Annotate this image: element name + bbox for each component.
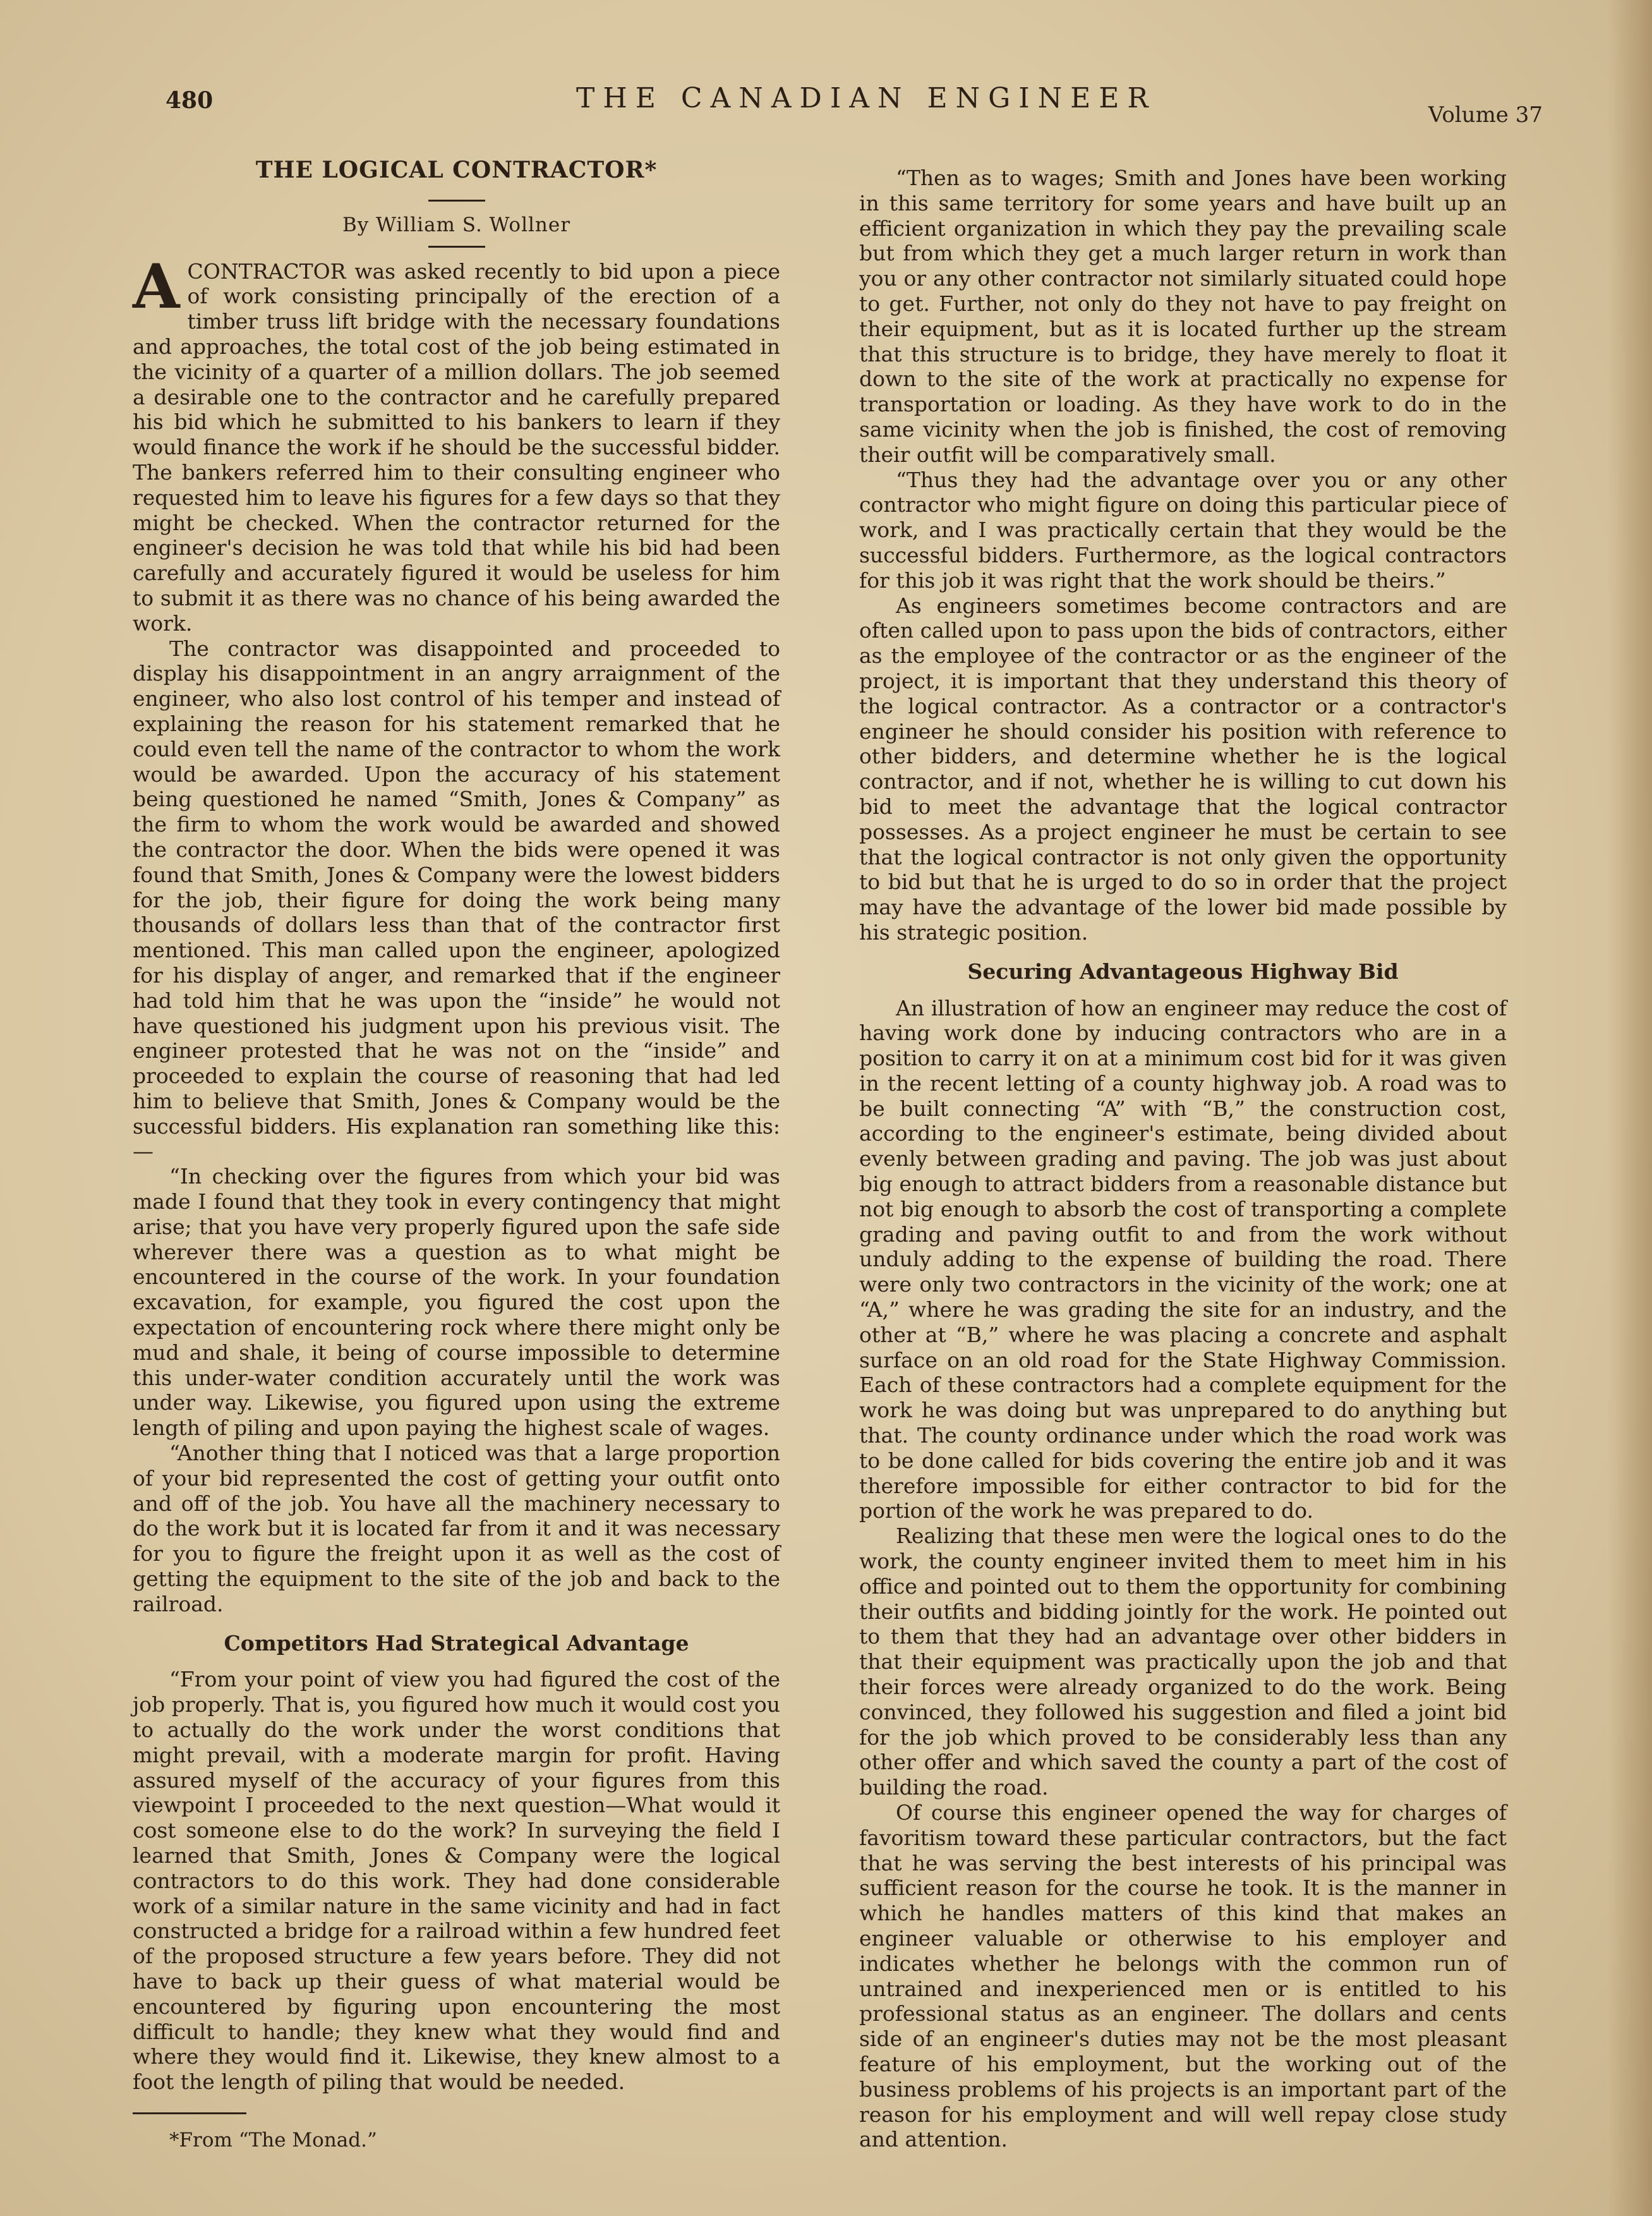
subheading: Competitors Had Strategical Advantage <box>224 1630 689 1656</box>
volume-label: Volume 37 <box>1428 102 1543 128</box>
paragraph: “In checking over the figures from which your bid was made I found that they took in every contingency that might arise; that you have very properly figured upon the safe side wherever there was a question as to what might be encountered in the course of the work. In your foundation excavation, for example, you figured the cost upon the expectation of encountering rock where there might only be mud and shale, it being of course impossible to determine this under-water condition accurately until the work was under way. Likewise, you figured upon using the extreme length of piling and upon paying the highest scale of wages. <box>133 1164 780 1441</box>
paragraph: “Thus they had the advantage over you or any other contractor who might figure on doing this particular piece of work, and I was practically certain that they would be the successful bidders. Furthermore, as the logical contractors for this job it was right that the work should be theirs.” <box>859 467 1507 593</box>
running-header <box>166 82 1543 133</box>
paragraph: Realizing that these men were the logical ones to do the work, the county engineer invited them to meet him in his office and pointed out to them the opportunity for combining their outfits and bidding jointly for the work. He pointed out to them that they had an advantage over other bidders in that their equipment was practically upon the job and that their forces were already organized to do the work. Being convinced, they followed his suggestion and filed a joint bid for the job which proved to be considerably less than any other offer and which saved the county a part of the cost of building the road. <box>859 1523 1507 1800</box>
paragraph: An illustration of how an engineer may reduce the cost of having work done by inducing contractors who are in a position to carry it on at a minimum cost bid for it was given in the recent letting of a county highway job. A road was to be built connecting “A” with “B,” the construction cost, according to the engineer's estimate, being divided about evenly between grading and paving. The job was just about big enough to attract bidders from a reasonable distance but not big enough to absorb the cost of transporting a complete grading and paving outfit to and from the work without unduly adding to the expense of building the road. There were only two contractors in the vicinity of the work; one at “A,” where he was grading the site for an industry, and the other at “B,” where he was placing a concrete and asphalt surface on an old road for the State Highway Commission. Each of these contractors had a complete equipment for the work he was doing but was unprepared to do anything but that. The county ordinance under which the road work was to be done called for bids covering the entire job and it was therefore impossible for either contractor to bid for the portion of the work he was prepared to do. <box>859 995 1507 1523</box>
byline-rule <box>428 246 485 248</box>
page-number: 480 <box>166 87 214 114</box>
drop-cap: A <box>133 250 180 322</box>
title-rule <box>428 200 485 202</box>
footnote-rule <box>133 2112 246 2114</box>
column-right <box>859 166 1507 2152</box>
subheading: Securing Advantageous Highway Bid <box>967 959 1399 984</box>
journal-title: THE CANADIAN ENGINEER <box>576 82 1157 114</box>
paragraph: “From your point of view you had figured the cost of the job properly. That is, you figured how much it would cost you to actually do the work under the worst conditions that might prevail, with a moderate margin for profit. Having assured myself of the accuracy of your figures from this viewpoint I proceeded to the next question—What would it cost someone else to do the work? In surveying the field I learned that Smith, Jones & Company were the logical contractors to do this work. They had done considerable work of a similar nature in the same vicinity and had in fact constructed a bridge for a railroad within a few hundred feet of the proposed structure a few years before. They did not have to back up their guess of what material would be encountered by figuring upon encountering the most difficult to handle; they knew what they would find and where they would find it. Likewise, they knew almost to a foot the length of piling that would be needed. <box>133 1667 780 2095</box>
page-edge-shadow <box>1608 0 1652 2216</box>
paragraph: ACONTRACTOR was asked recently to bid upon a piece of work consisting principally of the erection of a timber truss lift bridge with the necessary foundations and approaches, the total cost of the job being estimated in the vicinity of a quarter of a million dollars. The job seemed a desirable one to the contractor and he carefully prepared his bid which he submitted to his bankers to learn if they would finance the work if he should be the successful bidder. The bankers referred him to their consulting engineer who requested him to leave his figures for a few days so that they might be checked. When the contractor returned for the engineer's decision he was told that while his bid had been carefully and accurately figured it would be useless for him to submit it as there was no chance of his being awarded the work. <box>133 250 780 636</box>
paragraph: As engineers sometimes become contractors and are often called upon to pass upon the bids of contractors, either as the employee of the contractor or as the engineer of the project, it is important that they understand this theory of the logical contractor. As a contractor or a contractor's engineer he should consider his position with reference to other bidders, and determine whether he is the logical contractor, and if not, whether he is willing to cut down his bid to meet the advantage that the logical contractor possesses. As a project engineer he must be certain to see that the logical contractor is not only given the opportunity to bid but that he is urged to do so in order that the project may have the advantage of the lower bid made possible by his strategic position. <box>859 593 1507 945</box>
article-title: THE LOGICAL CONTRACTOR* <box>255 157 658 183</box>
column-left <box>133 158 780 2153</box>
paragraph: Of course this engineer opened the way for charges of favoritism toward these particular contractors, but the fact that he was serving the best interests of his principal was sufficient reason for the course he took. It is the manner in which he handles matters of this kind that makes an engineer valuable or otherwise to his employer and indicates whether he belongs with the common run of untrained and inexperienced men or is entitled to his professional status as an engineer. The dollars and cents side of an engineer's duties may not be the most pleasant feature of his employment, but the working out of the business problems of his projects is an important part of the reason for his employment and will well repay close study and attention. <box>859 1800 1507 2152</box>
footnote: *From “The Monad.” <box>169 2128 377 2152</box>
byline: By William S. Wollner <box>342 213 571 236</box>
paragraph: “Then as to wages; Smith and Jones have been working in this same territory for some years and have built up an efficient organization in which they pay the prevailing scale but from which they get a much larger return in work than you or any other contractor not similarly situated could hope to get. Further, not only do they not have to pay freight on their equipment, but as it is located further up the stream that this structure is to bridge, they have merely to float it down to the site of the work at practically no expense for transportation or loading. As they have work to do in the same vicinity when the job is finished, the cost of removing their outfit will be comparatively small. <box>859 166 1507 467</box>
paragraph: The contractor was disappointed and proceeded to display his disappointment in an angry arraignment of the engineer, who also lost control of his temper and instead of explaining the reason for his statement remarked that he could even tell the name of the contractor to whom the work would be awarded. Upon the accuracy of his statement being questioned he named “Smith, Jones & Company” as the firm to whom the work would be awarded and showed the contractor the door. When the bids were opened it was found that Smith, Jones & Company were the lowest bidders for the job, their figure for doing the work being many thousands of dollars less than that of the contractor first mentioned. This man called upon the engineer, apologized for his display of anger, and remarked that if the engineer had told him that he was upon the “inside” he would not have questioned his judgment upon his previous visit. The engineer protested that he was not on the “inside” and proceeded to explain the course of reasoning that had led him to believe that Smith, Jones & Company would be the successful bidders. His explanation ran something like this:— <box>133 636 780 1164</box>
paragraph: “Another thing that I noticed was that a large proportion of your bid represented the cost of getting your outfit onto and off of the job. You have all the machinery necessary to do the work but it is located far from it and it was necessary for you to figure the freight upon it as well as the cost of getting the equipment to the site of the job and back to the railroad. <box>133 1441 780 1616</box>
